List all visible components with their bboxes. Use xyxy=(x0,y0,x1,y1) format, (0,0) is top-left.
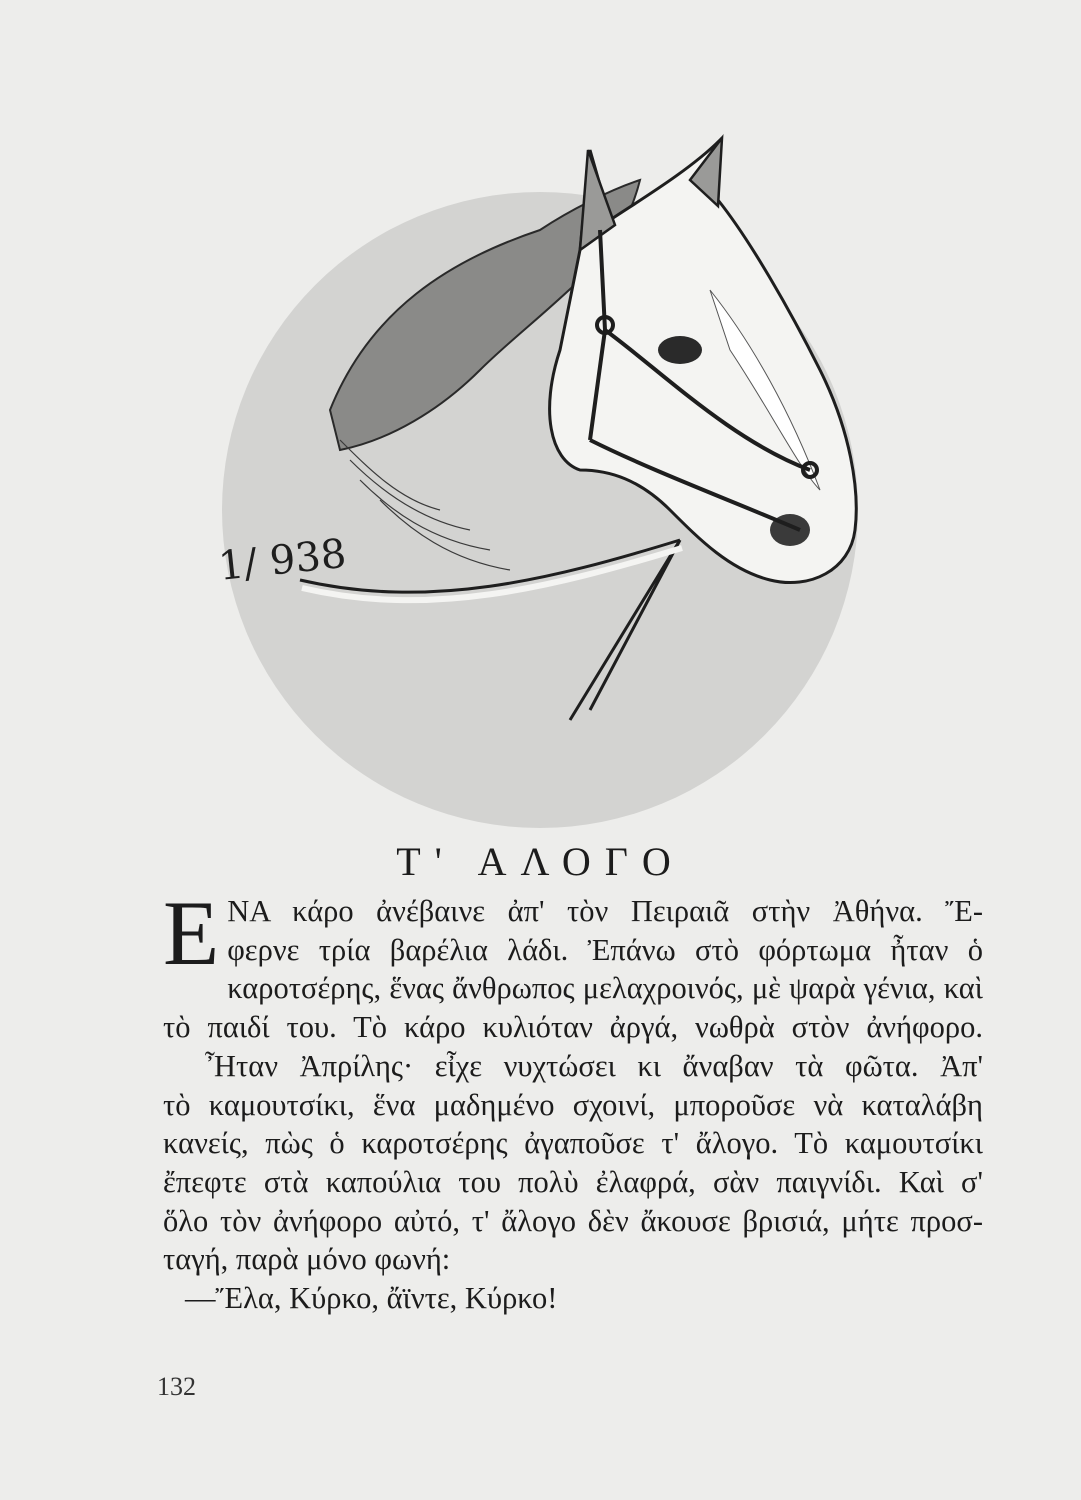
chapter-title: Τ' ΑΛΟΓΟ xyxy=(396,839,685,884)
text-line: τὸ παιδί του. Τὸ κάρο κυλιόταν ἀργά, νωθρὰ στὸν ἀνήφορο. xyxy=(163,1010,983,1045)
text-line: καροτσέρης, ἕνας ἄνθρωπος μελαχροινός, μὲ ψαρὰ γένια, καὶ xyxy=(227,971,983,1006)
drop-cap: E xyxy=(163,882,220,984)
text-line: ὅλο τὸν ἀνήφορο αὐτό, τ' ἄλογο δὲν ἄκουσε βρισιά, μήτε προσ- xyxy=(163,1203,983,1238)
text-line: κανείς, πὼς ὁ καροτσέρης ἀγαποῦσε τ' ἄλογο. Τὸ καμουτσίκι xyxy=(163,1126,983,1161)
text-line: φερνε τρία βαρέλια λάδι. Ἐπάνω στὸ φόρτωμα ἦταν ὁ xyxy=(227,932,983,967)
text-line: ταγή, παρὰ μόνο φωνή: xyxy=(163,1242,451,1277)
horse-eye xyxy=(658,336,702,364)
text-line: ΝΑ κάρο ἀνέβαινε ἀπ' τὸν Πειραιᾶ στὴν Ἀθήνα. Ἔ- xyxy=(227,894,983,928)
artist-signature: 1/ 938 xyxy=(216,530,349,590)
page-number: 132 xyxy=(157,1372,196,1401)
text-line: Ἦταν Ἀπρίλης· εἶχε νυχτώσει κι ἄναβαν τὰ φῶτα. Ἀπ' xyxy=(205,1048,983,1083)
dialogue-line: —Ἔλα, Κύρκο, ἄϊντε, Κύρκο! xyxy=(185,1281,558,1316)
story-text xyxy=(163,882,983,1318)
horse-illustration xyxy=(210,110,870,830)
text-line: ἔπεφτε στὰ καπούλια του πολὺ ἐλαφρά, σὰν παιγνίδι. Καὶ σ' xyxy=(163,1164,983,1199)
text-line: τὸ καμουτσίκι, ἕνα μαδημένο σχοινί, μποροῦσε νὰ καταλάβη xyxy=(163,1087,983,1122)
